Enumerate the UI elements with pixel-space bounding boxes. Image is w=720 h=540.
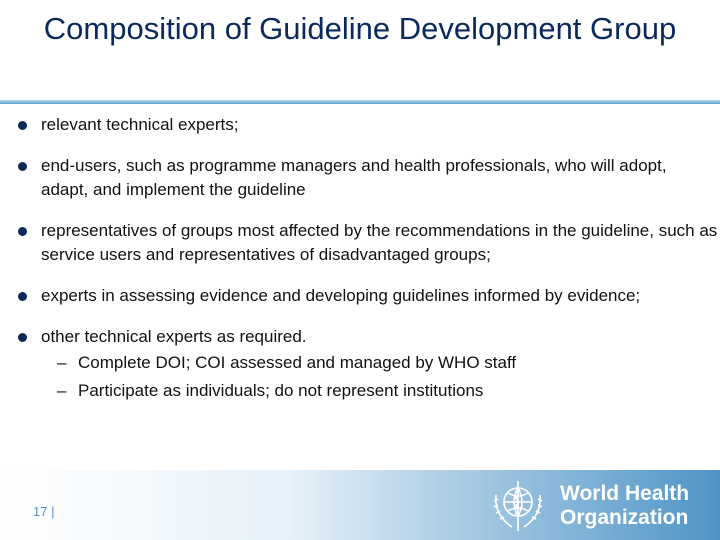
- organization-name: [560, 482, 689, 530]
- bullet-item: [18, 284, 718, 308]
- bullet-dot-icon: [18, 227, 27, 236]
- bullet-text: relevant technical experts;: [41, 115, 239, 134]
- bullet-item: [18, 154, 718, 202]
- footer-bar: [0, 470, 720, 540]
- bullet-item: [18, 113, 718, 137]
- sub-bullet-item: [18, 377, 718, 405]
- bullet-dot-icon: [18, 162, 27, 171]
- bullet-text: experts in assessing evidence and developing guidelines informed by evidence;: [41, 286, 641, 305]
- sub-bullet-text: Participate as individuals; do not represent institutions: [78, 381, 484, 400]
- bullet-text: representatives of groups most affected by the recommendations in the guideline, such as service users and representatives of disadvantaged groups;: [41, 221, 718, 264]
- bullet-item: [18, 325, 718, 349]
- sub-bullet-text: Complete DOI; COI assessed and managed by WHO staff: [78, 353, 517, 372]
- dash-icon: –: [57, 353, 67, 372]
- dash-icon: –: [57, 381, 67, 400]
- slide-title: Composition of Guideline Development Group: [43, 11, 677, 46]
- bullet-text: other technical experts as required.: [41, 327, 307, 346]
- bullet-text: end-users, such as programme managers and health professionals, who will adopt, adapt, and implement the guideline: [41, 156, 667, 199]
- org-line-2: Organization: [560, 506, 689, 529]
- sub-bullet-item: [18, 349, 718, 377]
- bullet-dot-icon: [18, 121, 27, 130]
- page-number: 17 |: [33, 504, 55, 519]
- title-divider: [0, 100, 720, 104]
- who-emblem-icon: [488, 475, 548, 535]
- bullet-item: [18, 219, 718, 267]
- bullet-dot-icon: [18, 333, 27, 342]
- bullet-dot-icon: [18, 292, 27, 301]
- org-line-1: World Health: [560, 482, 690, 505]
- bullet-list: [18, 113, 718, 405]
